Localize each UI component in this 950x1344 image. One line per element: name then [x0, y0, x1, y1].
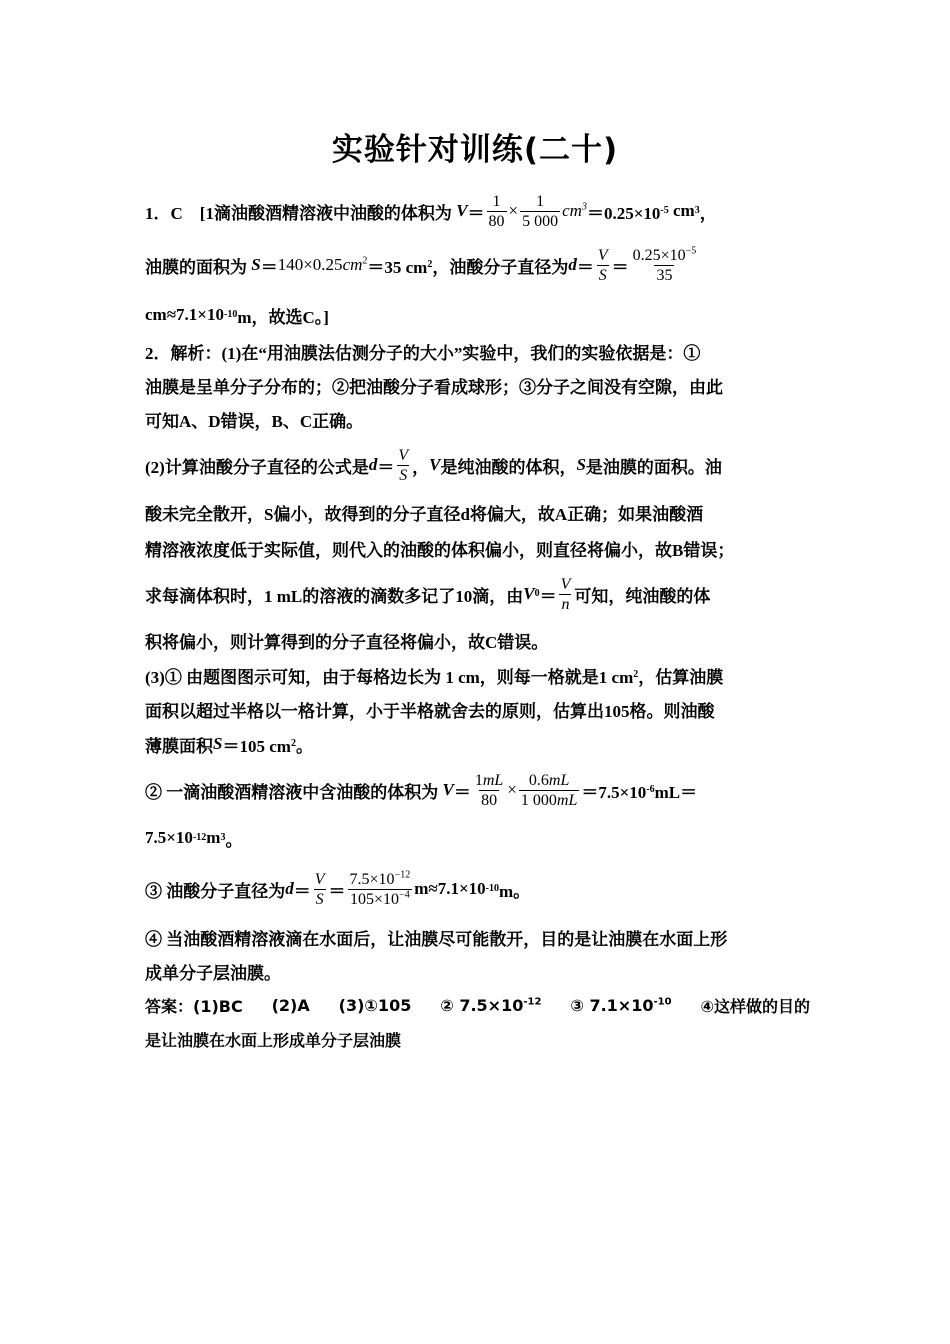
document-body — [145, 188, 810, 1056]
p2-line-3 — [145, 402, 810, 436]
fraction-numerator: 1 — [492, 192, 501, 210]
var-S: S — [576, 455, 586, 474]
text: ③ 7.1×10 — [570, 995, 654, 1015]
fraction-denominator: 5 000 — [522, 212, 559, 230]
fraction-denominator: 80 — [481, 791, 498, 809]
text: 可知A、D错误，B、C正确。 — [145, 411, 364, 431]
text: 是纯油酸的体积， — [440, 457, 577, 477]
text: 答案：(1)BC — [145, 996, 243, 1016]
fraction-denominator: 80 — [488, 212, 505, 230]
text: m。 — [498, 881, 531, 901]
text: 油膜的面积为 — [145, 257, 247, 277]
answer-part: ③ $7.1\times 10^{-10}$ — [570, 995, 672, 1015]
p2-line-1 — [145, 334, 810, 368]
fraction-numerator: V — [398, 446, 409, 464]
fraction-numerator: 0.6mL — [528, 771, 570, 789]
text: m — [206, 828, 221, 847]
p1-line-2: 油膜的面积为 S ＝ $140\times 0.25cm^2$ ＝35 cm 2 ，油酸分子直径为 d ＝ $\frac{V}{S}$ ＝ $\frac{0.25\times 10^{-5}}{35}$ — [145, 245, 697, 284]
text: 是油膜的面积。油 — [585, 457, 722, 477]
var-S: S — [213, 734, 223, 753]
fraction-numerator: V — [597, 246, 608, 264]
p3-line-5: 7.5×10 -12 m 3 。 — [145, 828, 243, 850]
text: (3)① 由题图图示可知，由于每格边长为 1 cm，则每一格就是1 cm — [145, 667, 634, 687]
text: (2)计算油酸分子直径的公式是 — [145, 457, 369, 477]
text: ，估算油膜 — [638, 667, 724, 687]
fraction — [348, 870, 413, 909]
p3-line-3: 薄膜面积 S ＝105 cm 2 。 — [145, 726, 810, 762]
p3-line-4: ② 一滴油酸酒精溶液中含油酸的体积为 V ＝ $\frac{1mL}{80}$ × $\frac{0.6mL}{1 000mL}$ ＝7.5×10 -6 mL＝ — [145, 771, 698, 809]
var-V0: V — [523, 584, 535, 603]
text: ＝0.25×10 — [586, 203, 661, 223]
var-V: V — [451, 201, 468, 220]
fraction — [313, 870, 327, 909]
text: 求每滴体积时，1 mL的溶液的滴数多记了10滴，由 — [145, 586, 524, 606]
p3-line-2 — [145, 692, 810, 726]
text: ＝35 cm — [367, 257, 428, 277]
fraction-numerator: $0.25\times 10^{-5}$ — [632, 245, 697, 264]
p2-line-6 — [145, 530, 810, 566]
text: ② 一滴油酸酒精溶液中含油酸的体积为 — [145, 782, 439, 802]
var-d: d — [368, 455, 378, 474]
fraction-denominator: S — [598, 266, 607, 284]
fraction — [396, 446, 410, 485]
text: 7.5×10 — [145, 828, 193, 847]
unit: $cm^3$ — [562, 201, 587, 220]
fraction — [487, 192, 507, 231]
answer-line-2 — [145, 1022, 810, 1056]
text: 酸未完全散开，S偏小，故得到的分子直径d将偏大，故A正确；如果油酸酒 — [145, 504, 704, 524]
text: 成单分子层油膜。 — [145, 963, 281, 983]
var-V: V — [438, 780, 454, 799]
fraction-numerator: 1 — [536, 192, 545, 210]
answer-line-1 — [145, 988, 810, 1022]
p1-line-1: 1．C [1滴油酸酒精溶液中油酸的体积为 V ＝ $\frac{1}{80}$ × $\frac{1}{5 000}$ $cm^3$ ＝0.25×10 -5 cm 3 ， — [145, 192, 717, 230]
p2-line-4: (2)计算油酸分子直径的公式是 d ＝ $\frac{V}{S}$ ， V 是纯油酸的体积， S 是油膜的面积。油 — [145, 446, 722, 484]
fraction-denominator: S — [399, 466, 408, 484]
fraction-denominator: S — [315, 890, 324, 908]
answer-part: ② $7.5\times 10^{-12}$ — [440, 995, 542, 1015]
var-S: S — [247, 255, 261, 274]
p3-line-1: (3)① 由题图图示可知，由于每格边长为 1 cm，则每一格就是1 cm 2 ，估算油膜 — [145, 658, 810, 692]
var-d: d — [285, 879, 294, 898]
var-V: V — [429, 455, 441, 474]
text: 是让油膜在水面上形成单分子层油膜 — [145, 1030, 402, 1050]
fraction-numerator: $7.5\times 10^{-12}$ — [349, 869, 411, 888]
text: cm≈7.1×10 — [145, 305, 224, 324]
fraction — [519, 771, 579, 810]
text: ④ 当油酸酒精溶液滴在水面后，让油膜尽可能散开，目的是让油膜在水面上形 — [145, 929, 728, 949]
text: ，油酸分子直径为 — [432, 257, 569, 277]
fraction — [473, 771, 505, 810]
p2-line-5 — [145, 494, 810, 530]
fraction — [631, 246, 699, 285]
text: 2．解析：(1)在“用油膜法估测分子的大小”实验中，我们的实验依据是：① — [145, 343, 701, 363]
fraction-numerator: 1mL — [474, 771, 504, 789]
text: 薄膜面积 — [145, 736, 213, 756]
p2-line-7: 求每滴体积时，1 mL的溶液的滴数多记了10滴，由 V 0 ＝ $\frac{V}{n}$ 可知，纯油酸的体 — [145, 575, 711, 613]
times-sign: × — [508, 201, 519, 220]
fraction-numerator: V — [314, 870, 325, 888]
fraction — [520, 192, 560, 231]
math-expression: $140\times 0.25cm^2$ — [277, 255, 368, 274]
text: (3)①105 — [338, 995, 412, 1015]
fraction-denominator: n — [561, 595, 570, 613]
fraction — [596, 246, 610, 285]
p2-line-8 — [145, 622, 810, 658]
page-title: 实验针对训练(二十) — [331, 132, 619, 168]
text: m≈7.1×10 — [414, 879, 486, 898]
fraction-denominator: 35 — [656, 266, 673, 284]
text: mL＝ — [654, 782, 698, 802]
text: ＝7.5×10 — [581, 782, 647, 802]
p2-line-2 — [145, 368, 810, 402]
text: (2)A — [271, 995, 310, 1015]
text: 油膜是呈单分子分布的；②把油酸分子看成球形；③分子之间没有空隙，由此 — [145, 377, 723, 397]
fraction-numerator: V — [560, 575, 571, 593]
text: ② 7.5×10 — [440, 995, 524, 1015]
text: 可知，纯油酸的体 — [574, 586, 711, 606]
fraction-denominator: $105\times 10^{-4}$ — [350, 889, 410, 908]
text: ， — [412, 457, 430, 477]
p3-line-8 — [145, 954, 810, 988]
var-d: d — [568, 255, 577, 274]
p3-line-7 — [145, 920, 810, 954]
text: 1．C [1滴油酸酒精溶液中油酸的体积为 — [145, 203, 452, 223]
p3-line-6: ③ 油酸分子直径为 d ＝ $\frac{V}{S}$ ＝ $\frac{7.5\times 10^{-12}}{105\times 10^{-4}}$ m≈7.1×10 -10 m。 — [145, 869, 531, 908]
text: m，故选C。] — [237, 307, 329, 327]
fraction — [559, 575, 573, 614]
p1-line-3: cm≈7.1×10 -10 m，故选C。] — [145, 296, 810, 334]
times-sign: × — [507, 780, 517, 799]
text: 积将偏小，则计算得到的分子直径将偏小，故C错误。 — [145, 632, 549, 652]
text: ＝105 cm — [222, 736, 291, 756]
text: 面积以超过半格以一格计算，小于半格就舍去的原则，估算出105格。则油酸 — [145, 701, 715, 721]
text: 精溶液浓度低于实际值，则代入的油酸的体积偏小，则直径将偏小，故B错误； — [145, 540, 735, 560]
text: ④这样做的目的 — [700, 996, 810, 1016]
fraction-denominator: 1 000mL — [520, 791, 578, 809]
text: ③ 油酸分子直径为 — [145, 881, 286, 901]
